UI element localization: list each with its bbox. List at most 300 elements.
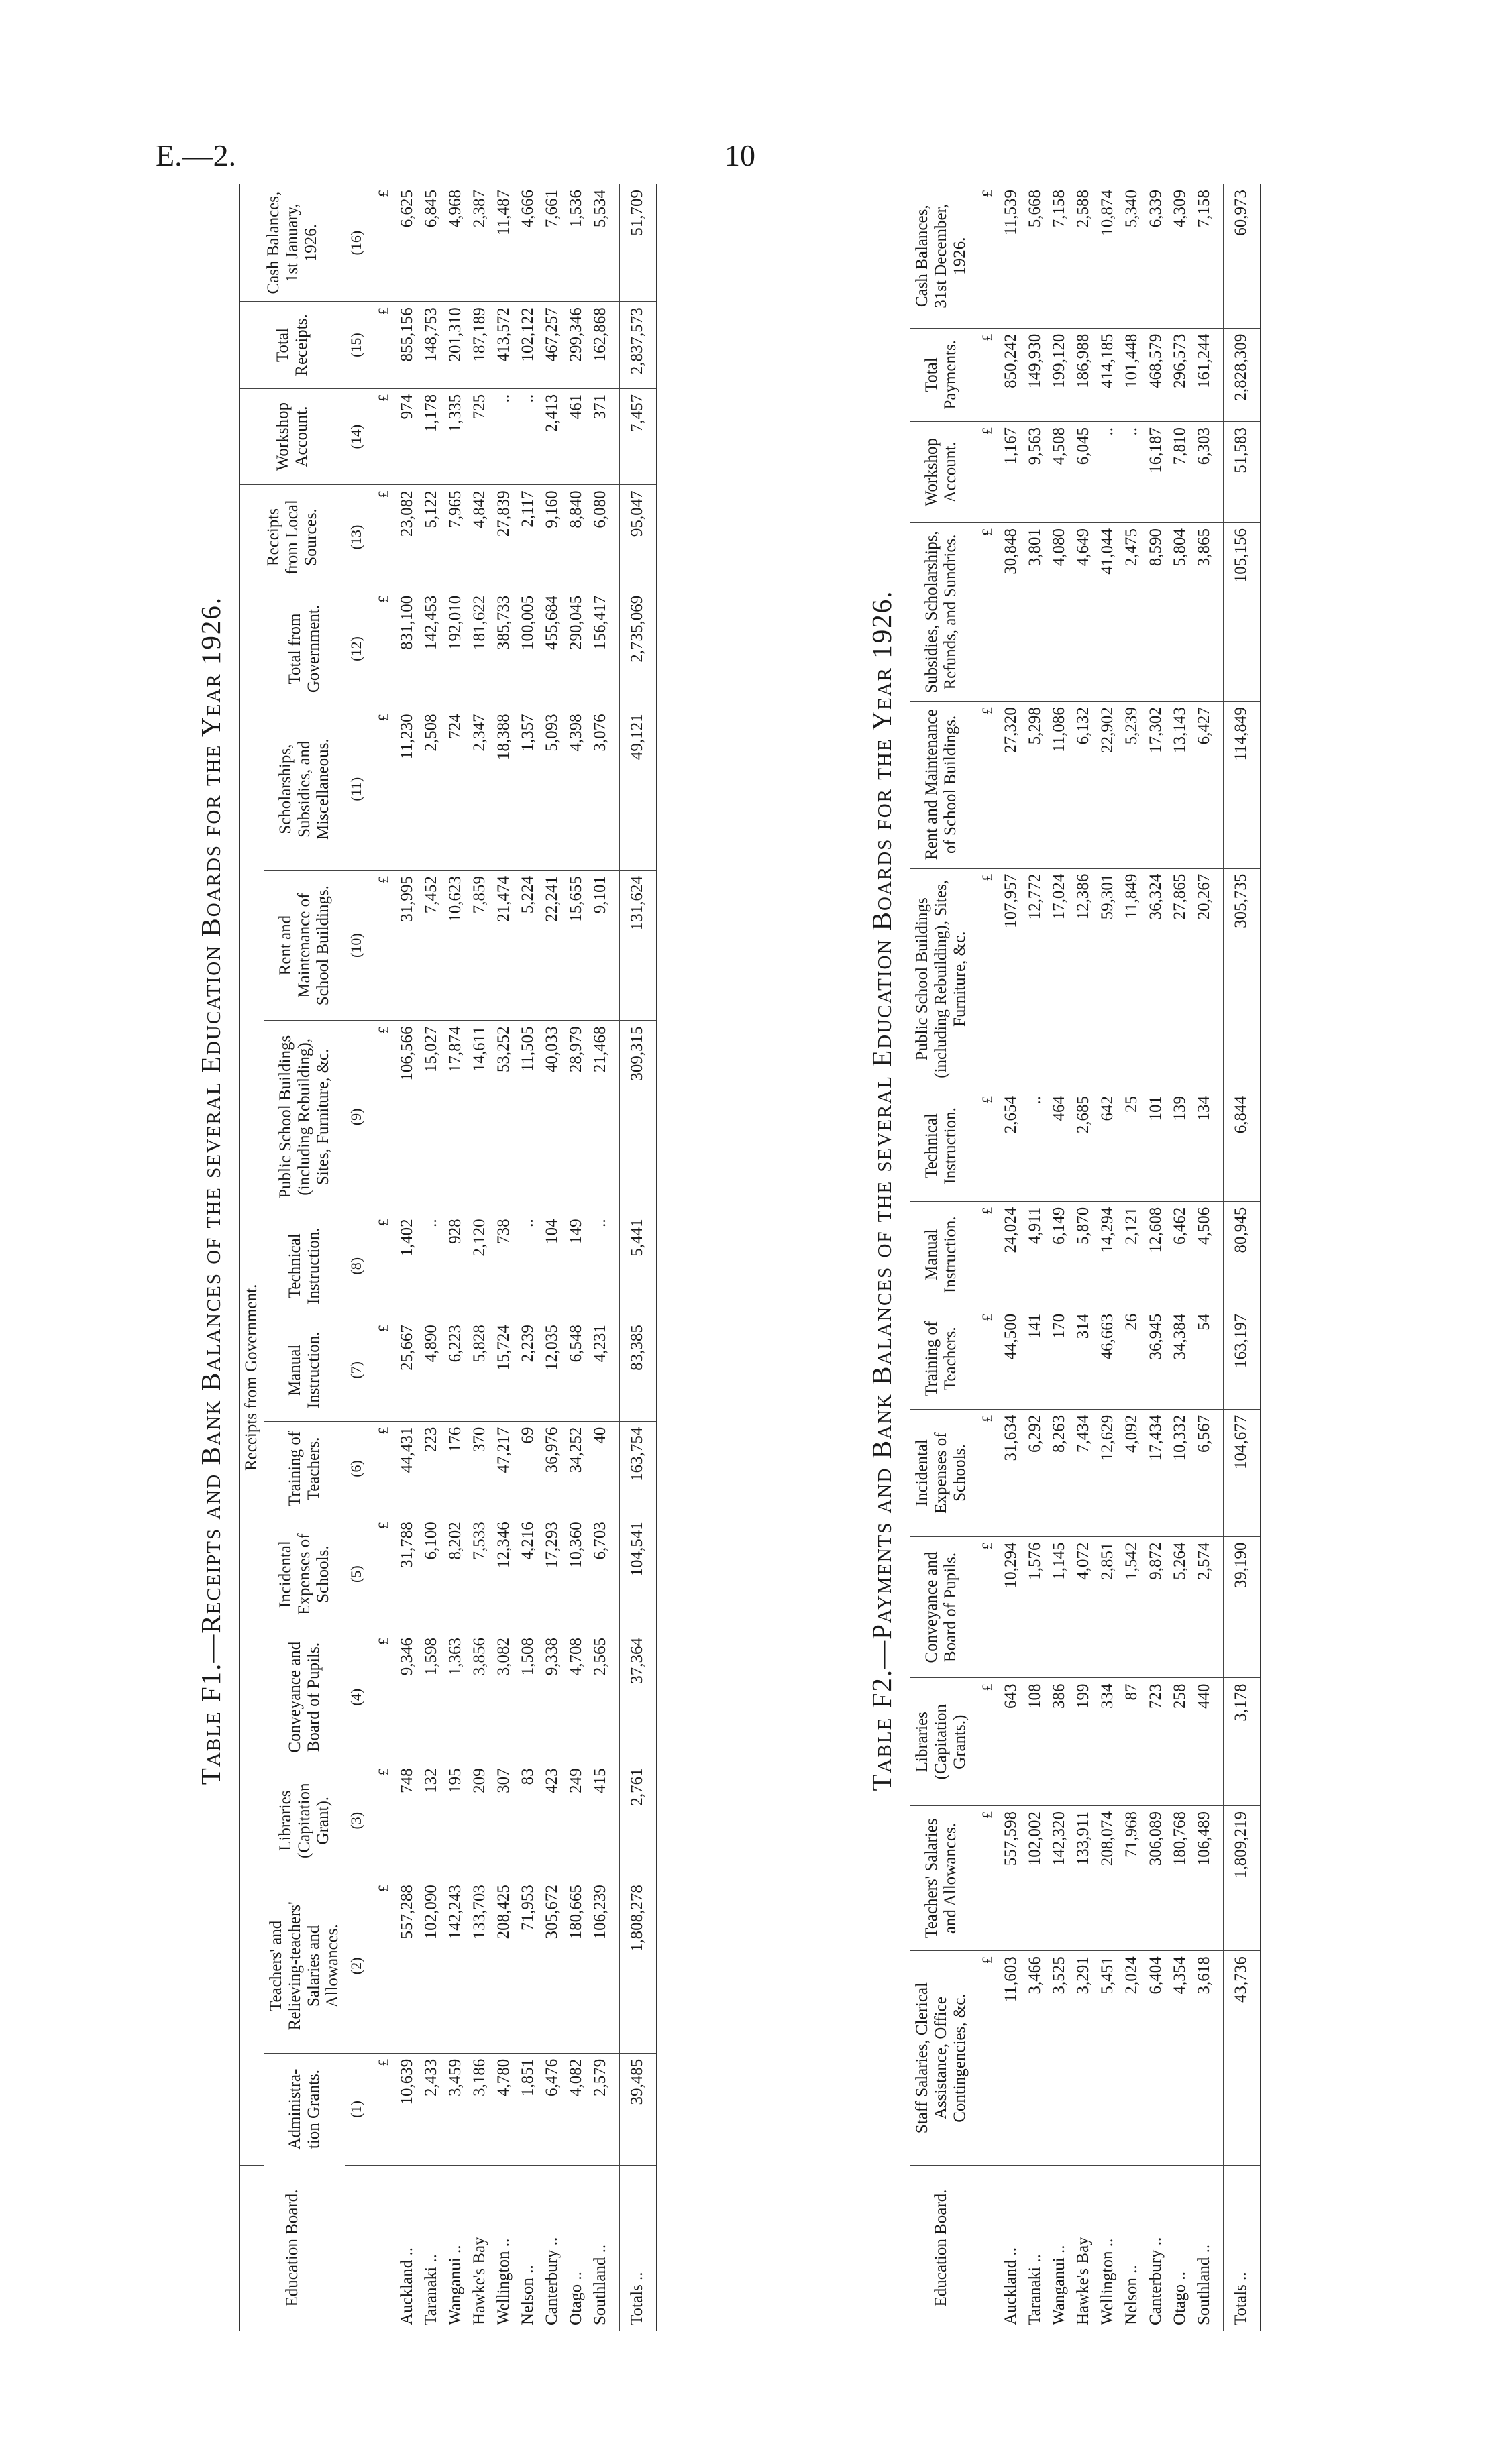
table-cell: 102,090 [419,1879,443,2054]
table-cell: 44,431 [395,1421,419,1516]
table-cell: 11,505 [516,1021,540,1213]
table-cell: 31,788 [395,1516,419,1632]
totals-row [619,184,656,2331]
total-cell: 2,837,573 [619,302,656,389]
board-name: Wellington .. [1098,2238,1116,2325]
table-cell: 4,080 [1047,523,1071,702]
table-cell: 2,239 [516,1319,540,1422]
table-cell: 7,452 [419,870,443,1020]
board-name: Hawke's Bay [470,2237,488,2325]
unit-symbol: £ [368,1421,395,1516]
table-cell: 4,092 [1120,1409,1144,1536]
page-number: 10 [725,138,755,172]
table-cell: 725 [468,388,492,484]
table-cell: 208,074 [1096,1806,1120,1951]
column-number-blank [345,2166,368,2331]
table-cell: 3,618 [1192,1951,1224,2166]
column-number: (1) [345,2053,368,2165]
table-cell: 10,294 [999,1536,1023,1678]
table-cell: 17,024 [1047,868,1071,1090]
table-cell: 6,548 [564,1319,588,1422]
table-cell: 4,072 [1071,1536,1096,1678]
table-cell: 370 [468,1421,492,1516]
table-cell: 9,563 [1023,422,1047,523]
board-name: Wanganui .. [1050,2245,1068,2325]
table-cell: 26 [1120,1308,1144,1409]
table-row [1071,184,1096,2331]
table-cell: 142,243 [443,1879,468,2054]
table-cell: 36,945 [1144,1308,1168,1409]
table-cell: 6,703 [588,1516,620,1632]
table-cell: 176 [443,1421,468,1516]
table-cell: 4,354 [1168,1951,1192,2166]
table-cell: 6,100 [419,1516,443,1632]
table-cell: 148,753 [419,302,443,389]
table-cell: 149,930 [1023,328,1047,421]
table-cell: 4,309 [1168,184,1192,328]
table-cell: .. [1023,1090,1047,1202]
table-cell: 3,865 [1192,523,1224,702]
table-cell: 440 [1192,1678,1224,1806]
total-cell: 83,385 [619,1319,656,1422]
table-cell: 17,302 [1144,702,1168,869]
table-cell: 106,566 [395,1021,419,1213]
unit-symbol: £ [368,1213,395,1319]
table-cell: 455,684 [540,590,564,708]
table-f2 [865,184,1261,2331]
unit-symbol: £ [368,708,395,871]
table-cell: 18,388 [492,708,516,871]
table-cell: 199 [1071,1678,1096,1806]
board-name: Taranaki .. [421,2254,440,2325]
table-cell: 21,468 [588,1021,620,1213]
column-header: Technical Instruction. [910,1090,973,1202]
total-cell: 2,828,309 [1224,328,1261,421]
table-cell: 69 [516,1421,540,1516]
table-cell: 2,117 [516,485,540,590]
table-cell: 9,346 [395,1632,419,1762]
table-cell: 187,189 [468,302,492,389]
total-cell: 51,709 [619,184,656,302]
total-cell: 39,485 [619,2053,656,2165]
table-cell: 30,848 [999,523,1023,702]
table-cell: 7,434 [1071,1409,1096,1536]
total-cell: 5,441 [619,1213,656,1319]
column-number: (15) [345,302,368,389]
table-cell: 468,579 [1144,328,1168,421]
table-row [540,184,564,2331]
total-cell: 3,178 [1224,1678,1261,1806]
unit-symbol: £ [368,184,395,302]
column-number: (2) [345,1879,368,2054]
table-cell: 2,475 [1120,523,1144,702]
unit-row [368,184,395,2331]
table-cell: 15,027 [419,1021,443,1213]
table-cell: 101,448 [1120,328,1144,421]
table-cell: .. [492,388,516,484]
total-cell: 1,809,219 [1224,1806,1261,1951]
table-cell: 1,402 [395,1213,419,1319]
total-cell: 114,849 [1224,702,1261,869]
table-cell: 106,239 [588,1879,620,2054]
table-cell: 13,143 [1168,702,1192,869]
column-header: Total Payments. [910,328,973,421]
table-cell: 156,417 [588,590,620,708]
table-cell: 258 [1168,1678,1192,1806]
unit-symbol: £ [972,184,999,328]
table-cell: 71,968 [1120,1806,1144,1951]
column-header: Total Receipts. [240,302,345,389]
table-cell: 738 [492,1213,516,1319]
table-cell: 170 [1047,1308,1071,1409]
table-cell: 201,310 [443,302,468,389]
table-cell: 8,590 [1144,523,1168,702]
table-cell: 850,242 [999,328,1023,421]
column-header: Teachers' and Relieving-teachers' Salaries and Allowances. [264,1879,345,2054]
table-cell: 6,567 [1192,1409,1224,1536]
table-cell: 3,856 [468,1632,492,1762]
table-cell: 2,565 [588,1632,620,1762]
unit-symbol: £ [972,1678,999,1806]
table-cell: 11,849 [1120,868,1144,1090]
column-number: (4) [345,1632,368,1762]
table-cell: 12,629 [1096,1409,1120,1536]
table-cell: 2,685 [1071,1090,1096,1202]
table-row [1096,184,1120,2331]
unit-symbol: £ [972,1201,999,1308]
board-name: Taranaki .. [1026,2254,1044,2325]
table-cell: 974 [395,388,419,484]
table-cell: 4,216 [516,1516,540,1632]
column-number: (9) [345,1021,368,1213]
table-cell: 12,386 [1071,868,1096,1090]
table-cell: 414,185 [1096,328,1120,421]
total-cell: 305,735 [1224,868,1261,1090]
table-cell: 5,122 [419,485,443,590]
unit-symbol: £ [368,1021,395,1213]
table-cell: 3,801 [1023,523,1047,702]
table-cell: 386 [1047,1678,1071,1806]
column-header: Scholarships, Subsidies, and Miscellaneous. [264,708,345,871]
board-name: Nelson .. [1122,2265,1140,2325]
table-cell: 24,024 [999,1201,1023,1308]
column-header: Public School Buildings (including Rebuilding), Sites, Furniture, &c. [910,868,973,1090]
totals-label: Totals .. [1224,2166,1261,2331]
table-cell: 34,384 [1168,1308,1192,1409]
table-cell: 12,035 [540,1319,564,1422]
table-cell: 7,859 [468,870,492,1020]
table-cell: 71,953 [516,1879,540,2054]
board-name: Hawke's Bay [1074,2237,1092,2325]
table-cell: 162,868 [588,302,620,389]
board-name: Canterbury .. [542,2237,561,2325]
table-cell: 9,160 [540,485,564,590]
total-cell: 1,808,278 [619,1879,656,2054]
total-cell: 7,457 [619,388,656,484]
table-row [1144,184,1168,2331]
table-cell: 36,976 [540,1421,564,1516]
table-cell: 28,979 [564,1021,588,1213]
receipts-government-group-header: Receipts from Government. [240,590,264,2165]
unit-symbol: £ [368,302,395,389]
column-header: Manual Instruction. [910,1201,973,1308]
table-cell: 5,804 [1168,523,1192,702]
table-cell: 748 [395,1762,419,1879]
column-header: Libraries (Capitation Grant). [264,1762,345,1879]
table-cell: 5,264 [1168,1536,1192,1678]
table-cell: 209 [468,1762,492,1879]
table-cell: 6,080 [588,485,620,590]
table-cell: 11,086 [1047,702,1071,869]
total-cell: 309,315 [619,1021,656,1213]
table-cell: 161,244 [1192,328,1224,421]
table-cell: 1,145 [1047,1536,1071,1678]
table-cell: 1,357 [516,708,540,871]
table-cell: 17,874 [443,1021,468,1213]
table-cell: 34,252 [564,1421,588,1516]
table-cell: 5,239 [1120,702,1144,869]
table-row [443,184,468,2331]
table-cell: 11,230 [395,708,419,871]
table-cell: 5,534 [588,184,620,302]
table-cell: 464 [1047,1090,1071,1202]
table-cell: 7,158 [1047,184,1071,328]
table-cell: 4,398 [564,708,588,871]
table-cell: 7,810 [1168,422,1192,523]
table-cell: 46,663 [1096,1308,1120,1409]
table-cell: 9,101 [588,870,620,1020]
table-cell: 305,672 [540,1879,564,2054]
table-cell: 47,217 [492,1421,516,1516]
unit-symbol: £ [368,1879,395,2054]
table-cell: 1,598 [419,1632,443,1762]
table-cell: 11,603 [999,1951,1023,2166]
table-cell: 6,132 [1071,702,1096,869]
table-cell: 2,120 [468,1213,492,1319]
unit-symbol: £ [972,702,999,869]
table-cell: 6,149 [1047,1201,1071,1308]
board-name: Southland .. [590,2244,609,2325]
table-cell: 132 [419,1762,443,1879]
unit-symbol: £ [972,1806,999,1951]
table-cell: 6,427 [1192,702,1224,869]
table-cell: 208,425 [492,1879,516,2054]
total-cell: 37,364 [619,1632,656,1762]
total-cell: 131,624 [619,870,656,1020]
table-cell: 1,178 [419,388,443,484]
board-name: Wanganui .. [445,2245,464,2325]
table-cell: 53,252 [492,1021,516,1213]
table-cell: 223 [419,1421,443,1516]
total-cell: 95,047 [619,485,656,590]
column-number: (6) [345,1421,368,1516]
table-cell: 5,340 [1120,184,1144,328]
table-cell: 723 [1144,1678,1168,1806]
table-cell: 2,851 [1096,1536,1120,1678]
table-cell: 22,902 [1096,702,1120,869]
table-cell: 5,451 [1096,1951,1120,2166]
payments-header-row [910,184,973,2331]
column-header: Conveyance and Board of Pupils. [910,1536,973,1678]
column-header: Training of Teachers. [264,1421,345,1516]
table-cell: 4,082 [564,2053,588,2165]
table-cell: 149 [564,1213,588,1319]
total-cell: 104,541 [619,1516,656,1632]
table-cell: 2,024 [1120,1951,1144,2166]
unit-symbol: £ [368,388,395,484]
table-cell: 3,082 [492,1632,516,1762]
page-reference: E.—2. [156,138,237,172]
unit-symbol: £ [972,1951,999,2166]
total-cell: 163,197 [1224,1308,1261,1409]
table-cell: 928 [443,1213,468,1319]
table-row [588,184,620,2331]
table-cell: 2,413 [540,388,564,484]
table-cell: 15,724 [492,1319,516,1422]
unit-symbol: £ [368,590,395,708]
column-header: Libraries (Capitation Grants.) [910,1678,973,1806]
table-cell: 4,780 [492,2053,516,2165]
receipts-table [239,184,657,2331]
total-cell: 39,190 [1224,1536,1261,1678]
table-cell: 142,453 [419,590,443,708]
table-cell: 142,320 [1047,1806,1071,1951]
table-cell: 106,489 [1192,1806,1224,1951]
table-cell: 44,500 [999,1308,1023,1409]
table-cell: 10,360 [564,1516,588,1632]
table-cell: 4,649 [1071,523,1096,702]
table-cell: 3,525 [1047,1951,1071,2166]
table-cell: 423 [540,1762,564,1879]
table-cell: 290,045 [564,590,588,708]
table-cell: 4,506 [1192,1201,1224,1308]
unit-symbol: £ [368,485,395,590]
table-cell: 12,346 [492,1516,516,1632]
unit-symbol: £ [368,1516,395,1632]
table-cell: 557,598 [999,1806,1023,1951]
table-cell: 8,840 [564,485,588,590]
table-cell: 314 [1071,1308,1096,1409]
table-cell: 4,842 [468,485,492,590]
unit-symbol: £ [972,422,999,523]
table-cell: 2,387 [468,184,492,302]
table-cell: 4,911 [1023,1201,1047,1308]
table-cell: 8,263 [1047,1409,1071,1536]
table-cell: 100,005 [516,590,540,708]
table-row [1047,184,1071,2331]
table-cell: 7,661 [540,184,564,302]
table-cell: 22,241 [540,870,564,1020]
unit-symbol: £ [368,1762,395,1879]
column-header: Public School Buildings (including Rebuilding), Sites, Furniture, &c. [264,1021,345,1213]
table-cell: .. [1120,422,1144,523]
table-cell: 10,639 [395,2053,419,2165]
table-cell: 3,466 [1023,1951,1047,2166]
table-cell: 10,332 [1168,1409,1192,1536]
table-cell: 6,223 [443,1319,468,1422]
table-cell: 102,122 [516,302,540,389]
table-row [1120,184,1144,2331]
table-cell: .. [1096,422,1120,523]
table-cell: .. [516,388,540,484]
table-cell: 17,293 [540,1516,564,1632]
table-cell: 296,573 [1168,328,1192,421]
table-cell: 180,665 [564,1879,588,2054]
table-cell: 1,576 [1023,1536,1047,1678]
table-f1 [195,184,657,2331]
total-cell: 51,583 [1224,422,1261,523]
table-row [468,184,492,2331]
table-cell: 5,093 [540,708,564,871]
table-cell: 1,536 [564,184,588,302]
column-header: Workshop Account. [240,388,345,484]
table-row [564,184,588,2331]
table-cell: 8,202 [443,1516,468,1632]
table-cell: 831,100 [395,590,419,708]
table-cell: 12,772 [1023,868,1047,1090]
table-cell: 21,474 [492,870,516,1020]
unit-row [972,184,999,2331]
column-header: Cash Balances, 31st December, 1926. [910,184,973,328]
table-cell: 139 [1168,1090,1192,1202]
table-cell: 6,625 [395,184,419,302]
table-cell: 141 [1023,1308,1047,1409]
column-header: Incidental Expenses of Schools. [264,1516,345,1632]
table-cell: 10,623 [443,870,468,1020]
table-cell: 27,839 [492,485,516,590]
table-cell: 5,298 [1023,702,1047,869]
table-cell: 1,363 [443,1632,468,1762]
table-cell: 11,487 [492,184,516,302]
table-cell: 199,120 [1047,328,1071,421]
table-cell: 6,303 [1192,422,1224,523]
table-row [419,184,443,2331]
board-name: Wellington .. [494,2238,513,2325]
column-number: (8) [345,1213,368,1319]
total-cell: 49,121 [619,708,656,871]
column-header: Staff Salaries, Clerical Assistance, Office Contingencies, &c. [910,1951,973,2166]
table-cell: 249 [564,1762,588,1879]
table-cell: 413,572 [492,302,516,389]
table-cell: .. [588,1213,620,1319]
total-cell: 163,754 [619,1421,656,1516]
column-number: (14) [345,388,368,484]
table-cell: 1,542 [1120,1536,1144,1678]
table-cell: 9,338 [540,1632,564,1762]
table-row [1023,184,1047,2331]
table-cell: 6,462 [1168,1201,1192,1308]
table-cell: .. [516,1213,540,1319]
table-cell: 4,666 [516,184,540,302]
unit-symbol: £ [368,870,395,1020]
column-header: Receipts from Local Sources. [240,485,345,590]
total-cell: 2,735,069 [619,590,656,708]
table-cell: 855,156 [395,302,419,389]
column-number: (5) [345,1516,368,1632]
table-row [999,184,1023,2331]
table-cell: 180,768 [1168,1806,1192,1951]
total-cell: 2,761 [619,1762,656,1879]
table-cell: 1,335 [443,388,468,484]
table-cell: 467,257 [540,302,564,389]
payments-table [910,184,1261,2331]
column-header: Training of Teachers. [910,1308,973,1409]
column-number: (12) [345,590,368,708]
unit-symbol: £ [972,523,999,702]
table-cell: .. [419,1213,443,1319]
table-cell: 4,968 [443,184,468,302]
table-cell: 20,267 [1192,868,1224,1090]
